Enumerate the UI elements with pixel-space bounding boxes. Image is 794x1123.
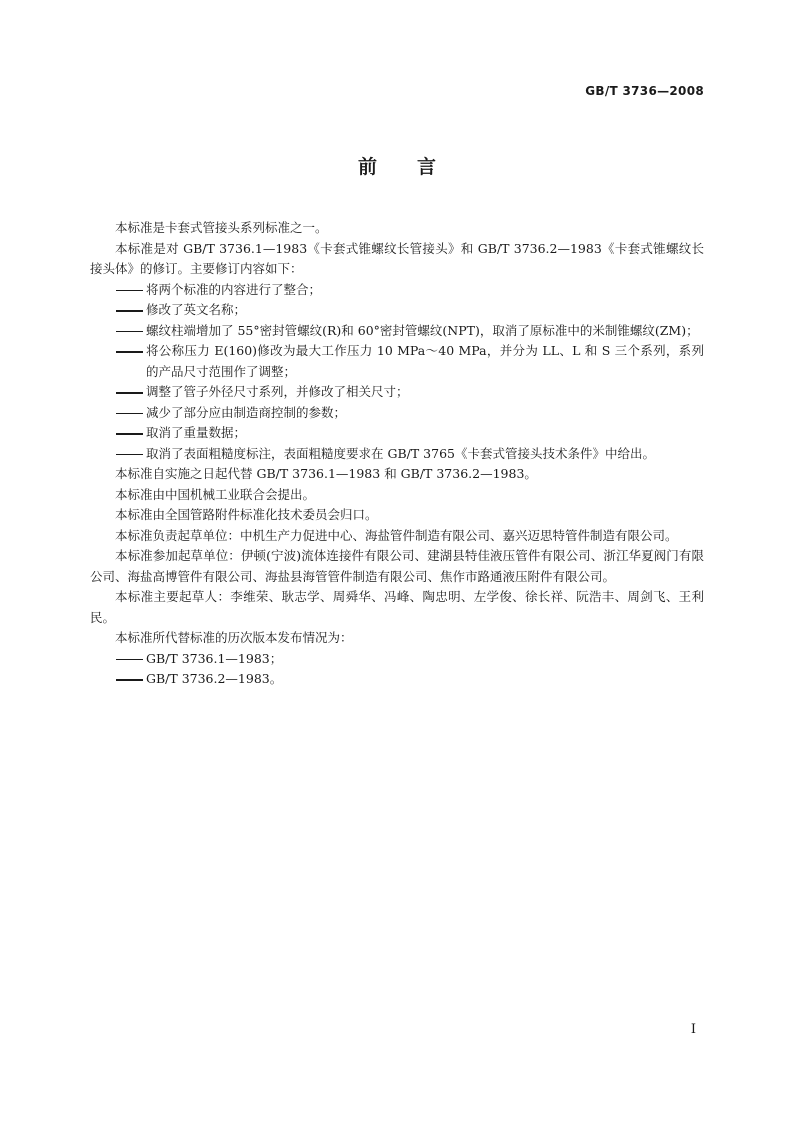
- paragraph: 本标准参加起草单位：伊顿(宁波)流体连接件有限公司、建湖县特佳液压管件有限公司、浙江华夏阀门有限公司、海盐高博管件有限公司、海盐县海管管件制造有限公司、焦作市路通液压附件有限公司。: [90, 548, 704, 584]
- list-item-text: GB/T 3736.2—1983。: [146, 671, 283, 686]
- list-item-text: GB/T 3736.1—1983；: [146, 650, 283, 666]
- standard-code: GB/T 3736—2008: [585, 84, 704, 98]
- list-item-text: 螺纹柱端增加了 55°密封管螺纹(R)和 60°密封管螺纹(NPT)，取消了原标准中的米制锥螺纹(ZM)；: [146, 322, 699, 338]
- list-item-text: 取消了重量数据；: [146, 425, 247, 440]
- list-item: [90, 403, 704, 424]
- list-item-text: 取消了表面粗糙度标注，表面粗糙度要求在 GB/T 3765《卡套式管接头技术条件》中给出。: [146, 445, 655, 461]
- list-item: [90, 341, 704, 382]
- paragraph: 本标准所代替标准的历次版本发布情况为：: [115, 630, 353, 645]
- paragraph: 本标准负责起草单位：中机生产力促进中心、海盐管件制造有限公司、嘉兴迈思特管件制造有限公司。: [115, 527, 678, 543]
- list-item-text: 修改了英文名称；: [146, 302, 247, 317]
- list-item: [90, 649, 704, 670]
- list-item: [90, 280, 704, 301]
- list-item-text: 将公称压力 E(160)修改为最大工作压力 10 MPa～40 MPa，并分为 LL、L 和 S 三个系列，系列的产品尺寸范围作了调整；: [146, 343, 704, 379]
- list-item-text: 将两个标准的内容进行了整合；: [146, 281, 322, 297]
- list-item: [90, 444, 704, 465]
- list-item: [90, 300, 704, 321]
- page-title: 前言: [357, 156, 476, 178]
- paragraph: 本标准由全国管路附件标准化技术委员会归口。: [115, 507, 378, 522]
- paragraph: 本标准主要起草人：李维荣、耿志学、周舜华、冯峰、陶忠明、左学俊、徐长祥、阮浩丰、周剑飞、王利民。: [90, 589, 704, 625]
- list-item: [90, 321, 704, 342]
- paragraph: 本标准由中国机械工业联合会提出。: [115, 486, 316, 502]
- list-item: [90, 423, 704, 444]
- paragraph: 本标准是卡套式管接头系列标准之一。: [115, 220, 328, 235]
- page-number: I: [690, 1022, 696, 1037]
- paragraph: 本标准自实施之日起代替 GB/T 3736.1—1983 和 GB/T 3736.2—1983。: [115, 466, 537, 481]
- paragraph: 本标准是对 GB/T 3736.1—1983《卡套式锥螺纹长管接头》和 GB/T 3736.2—1983《卡套式锥螺纹长接头体》的修订。主要修订内容如下：: [90, 240, 704, 276]
- document-body: [90, 218, 704, 690]
- list-item-text: 减少了部分应由制造商控制的参数；: [146, 404, 347, 420]
- list-item-text: 调整了管子外径尺寸系列，并修改了相关尺寸；: [146, 384, 409, 399]
- list-item: [90, 669, 704, 690]
- list-item: [90, 382, 704, 403]
